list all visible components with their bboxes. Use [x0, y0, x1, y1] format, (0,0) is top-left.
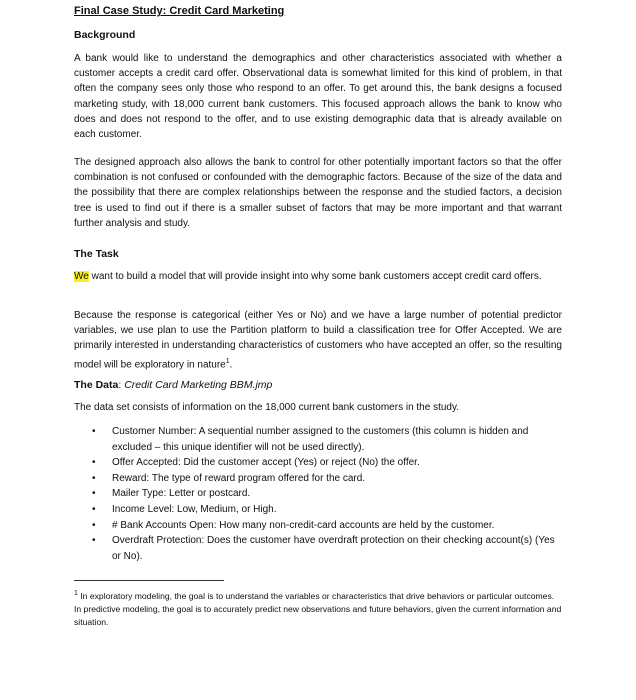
- bullet-icon: •: [92, 488, 96, 500]
- list-item: [92, 471, 562, 487]
- list-item-text: Offer Accepted: Did the customer accept (Yes) or reject (No) the offer.: [112, 457, 420, 469]
- list-item: [92, 533, 562, 564]
- bullet-icon: •: [92, 457, 96, 469]
- list-item-text: Reward: The type of reward program offered for the card.: [112, 472, 366, 484]
- variable-list: [92, 424, 562, 564]
- footnote-number: 1: [74, 590, 78, 597]
- list-item: [92, 518, 562, 534]
- data-file-name: Credit Card Marketing BBM.jmp: [124, 379, 273, 391]
- bullet-icon: •: [92, 472, 96, 484]
- footnote-reference[interactable]: 1: [225, 357, 230, 365]
- document-title: Final Case Study: Credit Card Marketing: [74, 5, 285, 17]
- data-label-sep: :: [118, 379, 125, 391]
- list-item-text: Overdraft Protection: Does the customer have overdraft protection on their checking account(s) (Yes or No).: [112, 535, 555, 562]
- bullet-icon: •: [92, 426, 96, 437]
- list-item: [92, 502, 562, 518]
- background-heading: Background: [74, 29, 136, 41]
- task-paragraph-2-text: Because the response is categorical (either Yes or No) and we have a large number of potential predictor variables, we use plan to use the Partition platform to build a classification tree for Offer Accepted. We are primarily interested in understanding characteristics of customers who have accepted an offer, so the resulting model will be exploratory in nature: [74, 310, 562, 370]
- footnote-text: In exploratory modeling, the goal is to understand the variables or characteristics that drive behaviors or particular outcomes. In predictive modeling, the goal is to accurately predict new observations and future behaviors, given the current information and situation.: [74, 590, 562, 627]
- bullet-icon: •: [92, 519, 96, 531]
- task-paragraph-1-text: want to build a model that will provide insight into why some bank customers accept credit card offers.: [88, 271, 542, 282]
- list-item-text: Customer Number: A sequential number assigned to the customers (this column is hidden and excluded – this unique identifier will not be used directly).: [112, 426, 529, 453]
- task-paragraph-1: [74, 269, 562, 284]
- list-item: [92, 424, 562, 455]
- bullet-icon: •: [92, 535, 96, 547]
- list-item-text: # Bank Accounts Open: How many non-credit-card accounts are held by the customer.: [112, 519, 495, 531]
- bullet-icon: •: [92, 503, 96, 515]
- list-item-text: Income Level: Low, Medium, or High.: [112, 503, 277, 515]
- footnote-divider: [74, 580, 224, 581]
- data-intro: The data set consists of information on the 18,000 current bank customers in the study.: [74, 402, 460, 413]
- list-item: [92, 455, 562, 471]
- highlighted-word: We: [74, 271, 89, 282]
- list-item: [92, 486, 562, 502]
- background-paragraph-1: A bank would like to understand the demographics and other characteristics associated with whether a customer accepts a credit card offer. Observational data is somewhat limited for this kind of problem, in that often the company sees only those who respond to an offer. To get around this, the bank designs a focused marketing study, with 18,000 current bank customers. This focused approach allows the bank to know who does and does not respond to the offer, and to use existing demographic data that is already available on each customer.: [74, 53, 562, 141]
- task-paragraph-2-end: .: [229, 358, 233, 370]
- task-heading: The Task: [74, 248, 119, 260]
- data-label: The Data: [74, 379, 119, 391]
- footnote: [74, 587, 562, 629]
- task-paragraph-2: [74, 308, 562, 372]
- list-item-text: Mailer Type: Letter or postcard.: [112, 488, 251, 500]
- data-heading: [74, 379, 272, 391]
- background-paragraph-2: The designed approach also allows the bank to control for other potentially important factors so that the offer combination is not confused or confounded with the demographic factors. Because of the size of the data and the possibility that there are complex relationships between the response and the studied factors, a decision tree is used to find out if there is a smaller subset of factors that may be more important and that warrant further analysis and study.: [74, 157, 562, 229]
